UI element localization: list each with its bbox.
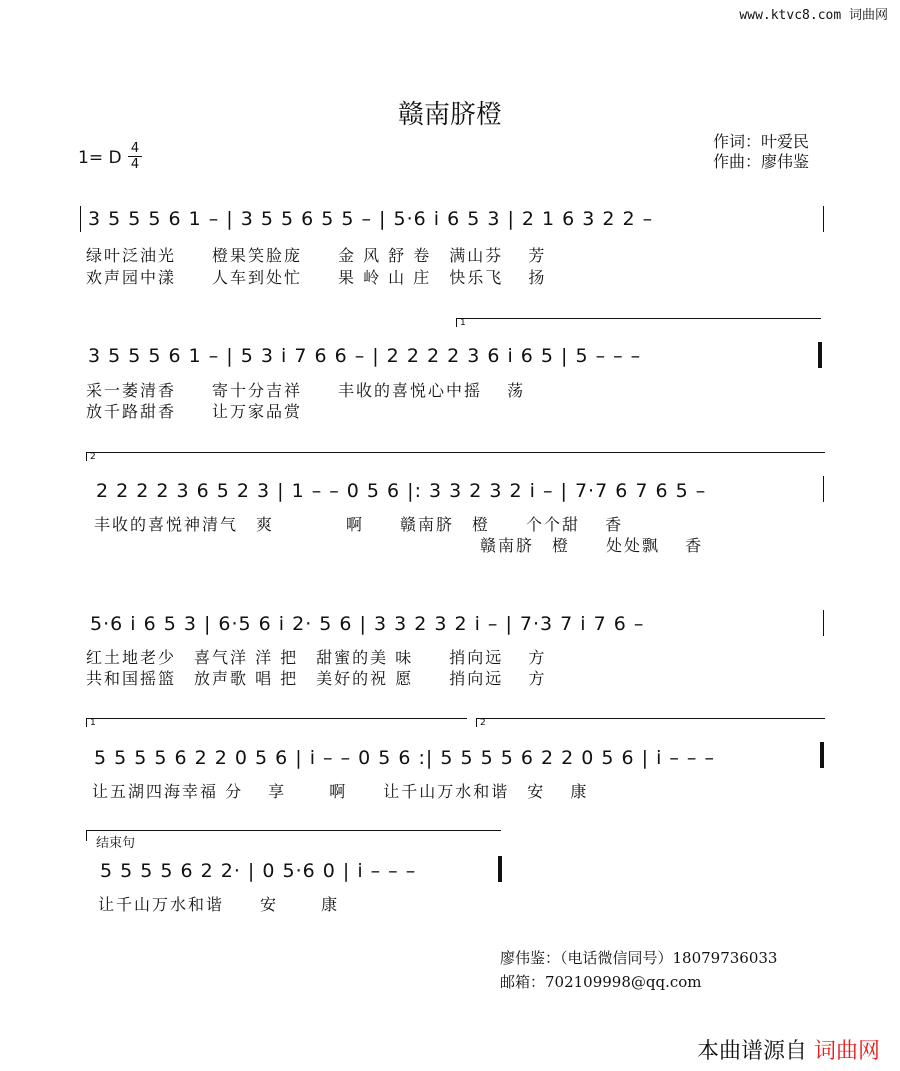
watermark: www.ktvc8.com 词曲网: [739, 8, 888, 23]
ending-bracket: [86, 830, 501, 841]
contact-phone: 廖伟鉴：（电话微信同号）18079736033: [500, 949, 778, 967]
time-signature-top: 4: [130, 141, 140, 156]
notation-line-3: 2 2 2 2 3 6 5 2 3 | 1 – – 0 5 6 |: 3 3 2 3 2 i – | 7·7 6 7 6 5 –: [96, 480, 707, 502]
lyrics-line-1-verse-1: 绿叶泛油光 橙果笑脸庞 金 风 舒 卷 满山芬 芳: [86, 246, 547, 265]
repeat-barline: [818, 342, 822, 368]
source-site-link[interactable]: 词曲网: [813, 1039, 880, 1064]
volta-bracket: [86, 718, 467, 727]
time-signature: [128, 142, 142, 171]
volta-bracket: [476, 718, 825, 727]
lyrics-line-5: 让五湖四海幸福 分 享 啊 让千山万水和谐 安 康: [92, 782, 589, 801]
page-title: 赣南脐橙: [397, 100, 502, 130]
volta-number: 1: [460, 318, 466, 328]
volta-number: 1: [90, 718, 96, 728]
final-barline: [820, 742, 824, 768]
notation-line-2: 3 5 5 5 6 1 – | 5 3 i 7 6 6 – | 2 2 2 2 3 6 i 6 5 | 5 – – –: [88, 345, 642, 367]
lyrics-line-1-verse-2: 欢声园中漾 人车到处忙 果 岭 山 庄 快乐飞 扬: [86, 268, 547, 287]
lyrics-line-6: 让千山万水和谐 安 康: [98, 895, 340, 914]
volta-number: 2: [90, 452, 96, 462]
contact-email: 邮箱：702109998@qq.com: [500, 973, 702, 991]
lyrics-line-2-verse-1: 采一萎清香 寄十分吉祥 丰收的喜悦心中摇 荡: [86, 381, 526, 400]
final-barline: [498, 856, 502, 882]
credits: [713, 132, 809, 172]
barline: [823, 610, 824, 636]
key-signature: 1= D: [78, 148, 122, 168]
barline: [80, 206, 81, 232]
composer: 作曲：廖伟鉴: [713, 152, 810, 171]
lyrics-line-4-verse-2: 共和国摇篮 放声歌 唱 把 美好的祝 愿 捎向远 方: [86, 669, 547, 688]
notation-line-5: 5 5 5 5 6 2 2 0 5 6 | i – – 0 5 6 :| 5 5 5 5 6 2 2 0 5 6 | i – – –: [94, 747, 715, 769]
barline: [823, 476, 824, 502]
lyrics-line-4-verse-1: 红土地老少 喜气洋 洋 把 甜蜜的美 味 捎向远 方: [86, 648, 547, 667]
lyrics-line-3-verse-2: 赣南脐 橙 处处飘 香: [480, 536, 704, 555]
barline: [823, 206, 824, 232]
ending-label: 结束句: [96, 836, 136, 851]
source-prefix: 本曲谱源自: [696, 1039, 807, 1064]
volta-number: 2: [480, 718, 486, 728]
volta-bracket: [456, 318, 821, 327]
notation-line-1: 3 5 5 5 6 1 – | 3 5 5 6 5 5 – | 5·6 i 6 5 3 | 2 1 6 3 2 2 –: [88, 208, 654, 230]
source-credit: [697, 1034, 880, 1065]
lyricist: 作词：叶爱民: [713, 132, 810, 151]
lyrics-line-3-verse-1: 丰收的喜悦神清气 爽 啊 赣南脐 橙 个个甜 香: [94, 515, 624, 534]
notation-line-6: 5 5 5 5 6 2 2· | 0 5·6 0 | i – – –: [100, 860, 417, 882]
contact-info: [500, 946, 777, 994]
notation-line-4: 5·6 i 6 5 3 | 6·5 6 i 2· 5 6 | 3 3 2 3 2 i – | 7·3 7 i 7 6 –: [90, 613, 645, 635]
time-signature-bottom: 4: [130, 157, 140, 172]
lyrics-line-2-verse-2: 放千路甜香 让万家品赏: [86, 402, 303, 421]
volta-bracket: [86, 452, 825, 461]
